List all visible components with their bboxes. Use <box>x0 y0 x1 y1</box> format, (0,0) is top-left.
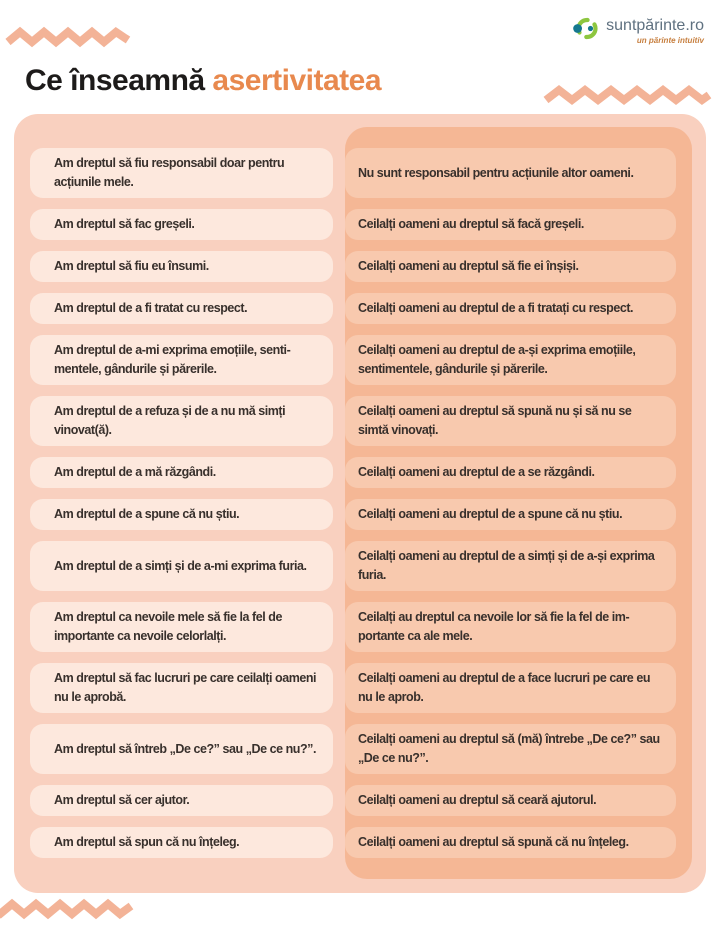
my-right-cell <box>30 293 333 324</box>
my-right-cell <box>30 457 333 488</box>
my-right-cell <box>30 335 333 385</box>
table-row <box>30 148 676 198</box>
others-right-cell <box>345 209 676 240</box>
my-right-text: Am dreptul de a mă răzgândi. <box>54 465 216 479</box>
page-title-accent: asertivitatea <box>212 64 382 97</box>
others-right-text: Ceilalți oameni au dreptul de a face lucruri pe care eu nu le aprob. <box>358 671 651 704</box>
table-row <box>30 335 676 385</box>
my-right-text: Am dreptul de a-mi exprima emoțiile, sentimentele, gândurile și părerile. <box>54 343 291 376</box>
my-right-text: Am dreptul să fiu eu însumi. <box>54 259 209 273</box>
others-right-cell <box>345 663 676 713</box>
table-row <box>30 663 676 713</box>
others-right-text: Ceilalți oameni au dreptul să facă greșeli. <box>358 217 584 231</box>
page-title-prefix: Ce înseamnă <box>25 64 213 97</box>
others-right-text: Ceilalți oameni au dreptul să spună nu și să nu se simtă vinovați. <box>358 404 632 437</box>
page-title <box>25 64 381 98</box>
brand-swirl-icon <box>573 15 600 42</box>
my-right-text: Am dreptul să fiu responsabil doar pentru acțiunile mele. <box>54 156 285 189</box>
others-right-cell <box>345 396 676 446</box>
my-right-cell <box>30 396 333 446</box>
others-right-cell <box>345 785 676 816</box>
table-row <box>30 396 676 446</box>
my-right-text: Am dreptul să fac greșeli. <box>54 217 195 231</box>
zigzag-wave-icon <box>0 897 136 921</box>
my-right-cell <box>30 724 333 774</box>
my-right-text: Am dreptul să fac lucruri pe care ceilalți oameni nu le aprobă. <box>54 671 317 704</box>
others-right-text: Ceilalți oameni au dreptul să fie ei înșiși. <box>358 259 579 273</box>
others-right-text: Ceilalți oameni au dreptul să (mă) întrebe „De ce?” sau „De ce nu?”. <box>358 732 660 765</box>
my-right-cell <box>30 209 333 240</box>
others-right-cell <box>345 251 676 282</box>
others-right-text: Ceilalți oameni au dreptul de a spune că nu știu. <box>358 507 623 521</box>
others-right-cell <box>345 541 676 591</box>
my-right-text: Am dreptul de a simți și de a-mi exprima furia. <box>54 558 307 573</box>
brand-name: suntpărinte.ro <box>606 17 704 34</box>
others-right-text: Ceilalți oameni au dreptul de a fi tratați cu respect. <box>358 301 634 315</box>
zigzag-wave-icon <box>544 83 712 107</box>
table-row <box>30 827 676 858</box>
my-right-text: Am dreptul de a fi tratat cu respect. <box>54 301 248 315</box>
my-right-cell <box>30 827 333 858</box>
table-row <box>30 541 676 591</box>
table-row <box>30 293 676 324</box>
others-right-cell <box>345 335 676 385</box>
my-right-text: Am dreptul să întreb „De ce?” sau „De ce nu?”. <box>54 741 317 756</box>
others-right-cell <box>345 148 676 198</box>
others-right-text: Ceilalți oameni au dreptul să spună că nu înțeleg. <box>358 835 629 849</box>
others-right-text: Ceilalți oameni au dreptul de a simți și de a-și exprima furia. <box>358 549 655 582</box>
my-right-cell <box>30 663 333 713</box>
table-row <box>30 457 676 488</box>
others-right-cell <box>345 457 676 488</box>
others-right-text: Nu sunt responsabil pentru acțiunile altor oameni. <box>358 165 634 180</box>
my-right-text: Am dreptul să cer ajutor. <box>54 793 190 807</box>
my-right-text: Am dreptul ca nevoile mele să fie la fel de importante ca nevoile celorlalți. <box>54 610 282 643</box>
others-right-cell <box>345 724 676 774</box>
brand-logo <box>573 10 704 46</box>
table-row <box>30 785 676 816</box>
others-right-text: Ceilalți oameni au dreptul de a-și exprima emoțiile, sentimentele, gândurile și părerile. <box>358 343 636 376</box>
my-right-cell <box>30 602 333 652</box>
my-right-text: Am dreptul să spun că nu înțeleg. <box>54 835 240 849</box>
table-row <box>30 499 676 530</box>
my-right-cell <box>30 541 333 591</box>
others-right-cell <box>345 602 676 652</box>
zigzag-wave-icon <box>6 25 132 49</box>
rights-table-rows <box>14 114 706 893</box>
table-row <box>30 602 676 652</box>
my-right-text: Am dreptul de a refuza și de a nu mă simți vinovat(ă). <box>54 404 286 437</box>
my-right-cell <box>30 148 333 198</box>
rights-table <box>14 114 706 893</box>
others-right-text: Ceilalți oameni au dreptul de a se răzgândi. <box>358 465 595 479</box>
my-right-cell <box>30 499 333 530</box>
others-right-cell <box>345 293 676 324</box>
brand-tagline: un părinte intuitiv <box>636 36 704 45</box>
table-row <box>30 209 676 240</box>
others-right-text: Ceilalți au dreptul ca nevoile lor să fie la fel de importante ca ale mele. <box>358 610 630 643</box>
my-right-cell <box>30 251 333 282</box>
my-right-cell <box>30 785 333 816</box>
others-right-text: Ceilalți oameni au dreptul să ceară ajutorul. <box>358 793 597 807</box>
table-row <box>30 724 676 774</box>
others-right-cell <box>345 827 676 858</box>
table-row <box>30 251 676 282</box>
others-right-cell <box>345 499 676 530</box>
my-right-text: Am dreptul de a spune că nu știu. <box>54 507 240 521</box>
